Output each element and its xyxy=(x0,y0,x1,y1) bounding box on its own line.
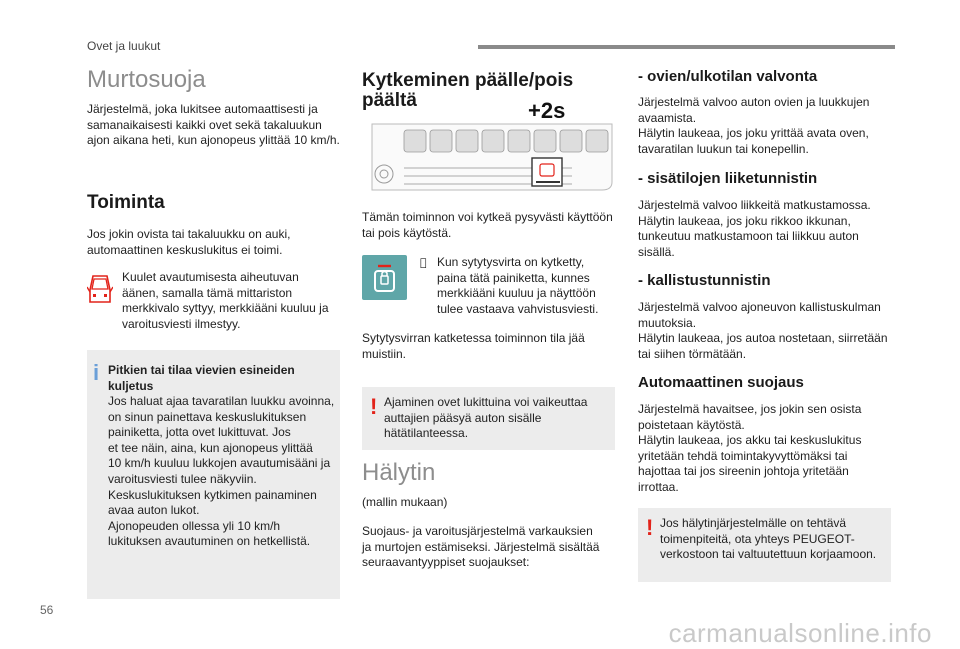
memory-note-text: Sytytysvirran katketessa toiminnon tila jää muistiin. xyxy=(362,331,585,361)
heading-kallistustunnistin: - kallistustunnistin xyxy=(638,272,771,289)
title-murtosuoja: Murtosuoja xyxy=(87,66,206,93)
open-door-warning-icon xyxy=(87,270,113,306)
halytin-model-note: (mallin mukaan) xyxy=(362,495,448,509)
button-instruction-text: Kun sytytysvirta on kytketty, paina tätä painiketta, kunnes merkkiääni kuuluu ja näyttöön tulee vastaava vahvistusviesti. xyxy=(437,255,599,316)
ovien-valvonta-text: Järjestelmä valvoo auton ovien ja luukkujen avaamista. Hälytin laukeaa, jos joku yrittää avata oven, tavaratilan luukun tai konepellin. xyxy=(638,95,870,156)
halytin-intro: Suojaus- ja varoitusjärjestelmä varkauksien ja murtojen estämiseksi. Järjestelmä sisältää seuraavantyyppiset suojaukset: xyxy=(362,524,600,570)
icon-explanation-text: Kuulet avautumisesta aiheutuvan äänen, samalla tämä mittariston merkkivalo syttyy, merkkiääni kuuluu ja varoitusviesti ilmestyy. xyxy=(122,270,329,331)
kytkeminen-intro: Tämän toiminnon voi kytkeä pysyvästi käyttöön tai pois käytöstä. xyxy=(362,210,613,240)
sisatilojen-liiketunnistin-text: Järjestelmä valvoo liikkeitä matkustamossa. Hälytin laukeaa, jos joku rikkoo ikkunan, tunkeutuu matkustamoon tai liikkuu auton sisällä. xyxy=(638,198,871,259)
warning-box-service-text: Jos hälytinjärjestelmälle on tehtävä toimenpiteitä, ota yhteys PEUGEOT- verkostoon tai valtuutettuun korjaamoon. xyxy=(660,516,877,562)
warning-box-text: Ajaminen ovet lukittuina voi vaikeuttaa auttajien pääsyä auton sisälle hätätilanteessa. xyxy=(384,395,588,441)
info-box-long-objects xyxy=(87,350,340,599)
kallistustunnistin-text: Järjestelmä valvoo ajoneuvon kallistuskulman muutoksia. Hälytin laukeaa, jos autoa nostetaan, siirretään tai siihen törmätään. xyxy=(638,300,888,361)
heading-sisatilojen-liiketunnistin: - sisätilojen liiketunnistin xyxy=(638,170,818,187)
info-box-title: Pitkien tai tilaa vievien esineiden kuljetus xyxy=(108,363,295,393)
warning-icon: ! xyxy=(646,515,654,540)
alarm-button-icon xyxy=(362,255,407,300)
watermark: carmanualsonline.info xyxy=(668,618,932,648)
heading-ovien-valvonta: - ovien/ulkotilan valvonta xyxy=(638,68,818,85)
warning-box-service xyxy=(638,508,891,582)
header-rule xyxy=(478,45,895,49)
bullet-arrow-icon xyxy=(420,256,427,269)
warning-box-locked-doors xyxy=(362,387,615,450)
page-number: 56 xyxy=(40,603,54,617)
title-halytin: Hälytin xyxy=(362,459,436,486)
automaattinen-suojaus-text: Järjestelmä havaitsee, jos jokin sen osista poistetaan käytöstä. Hälytin laukeaa, jos akku tai keskuslukitus yritetään tehdä toimintakyvyttömäksi tai hajottaa tai jos sireenin johtoja yritetään irrottaa. xyxy=(638,402,862,494)
plus-2s-label: +2s xyxy=(528,98,566,123)
heading-automaattinen-suojaus: Automaattinen suojaus xyxy=(638,374,804,391)
murtosuoja-intro: Järjestelmä, joka lukitsee automaattisesti ja samanaikaisesti kaikki ovet sekä takaluukun ajon aikana heti, kun ajonopeus ylittää 10 km/h. xyxy=(87,102,340,148)
section-label: Ovet ja luukut xyxy=(87,39,161,53)
info-icon: i xyxy=(93,360,100,385)
heading-toiminta: Toiminta xyxy=(87,192,165,213)
toiminta-text: Jos jokin ovista tai takaluukku on auki, automaattinen keskuslukitus ei toimi. xyxy=(87,227,291,257)
heading-kytkeminen: Kytkeminen päälle/pois päältä xyxy=(362,70,574,111)
info-box-text: Jos haluat ajaa tavaratilan luukku avoinna, on sinun painettava keskuslukituksen painiketta, jotta ovet lukittuvat. Jos et tee näin, aina, kun ajonopeus ylittää 10 km/h kuuluu lukkojen avautumisääni ja varoitusviesti tulee näkyviin. Keskuslukituksen kytkimen painaminen avaa auton lukot. Ajonopeuden ollessa yli 10 km/h lukituksen avautuminen on hetkellistä. xyxy=(108,394,335,549)
dashboard-button-panel-illustration xyxy=(362,120,617,195)
warning-icon: ! xyxy=(370,394,378,419)
